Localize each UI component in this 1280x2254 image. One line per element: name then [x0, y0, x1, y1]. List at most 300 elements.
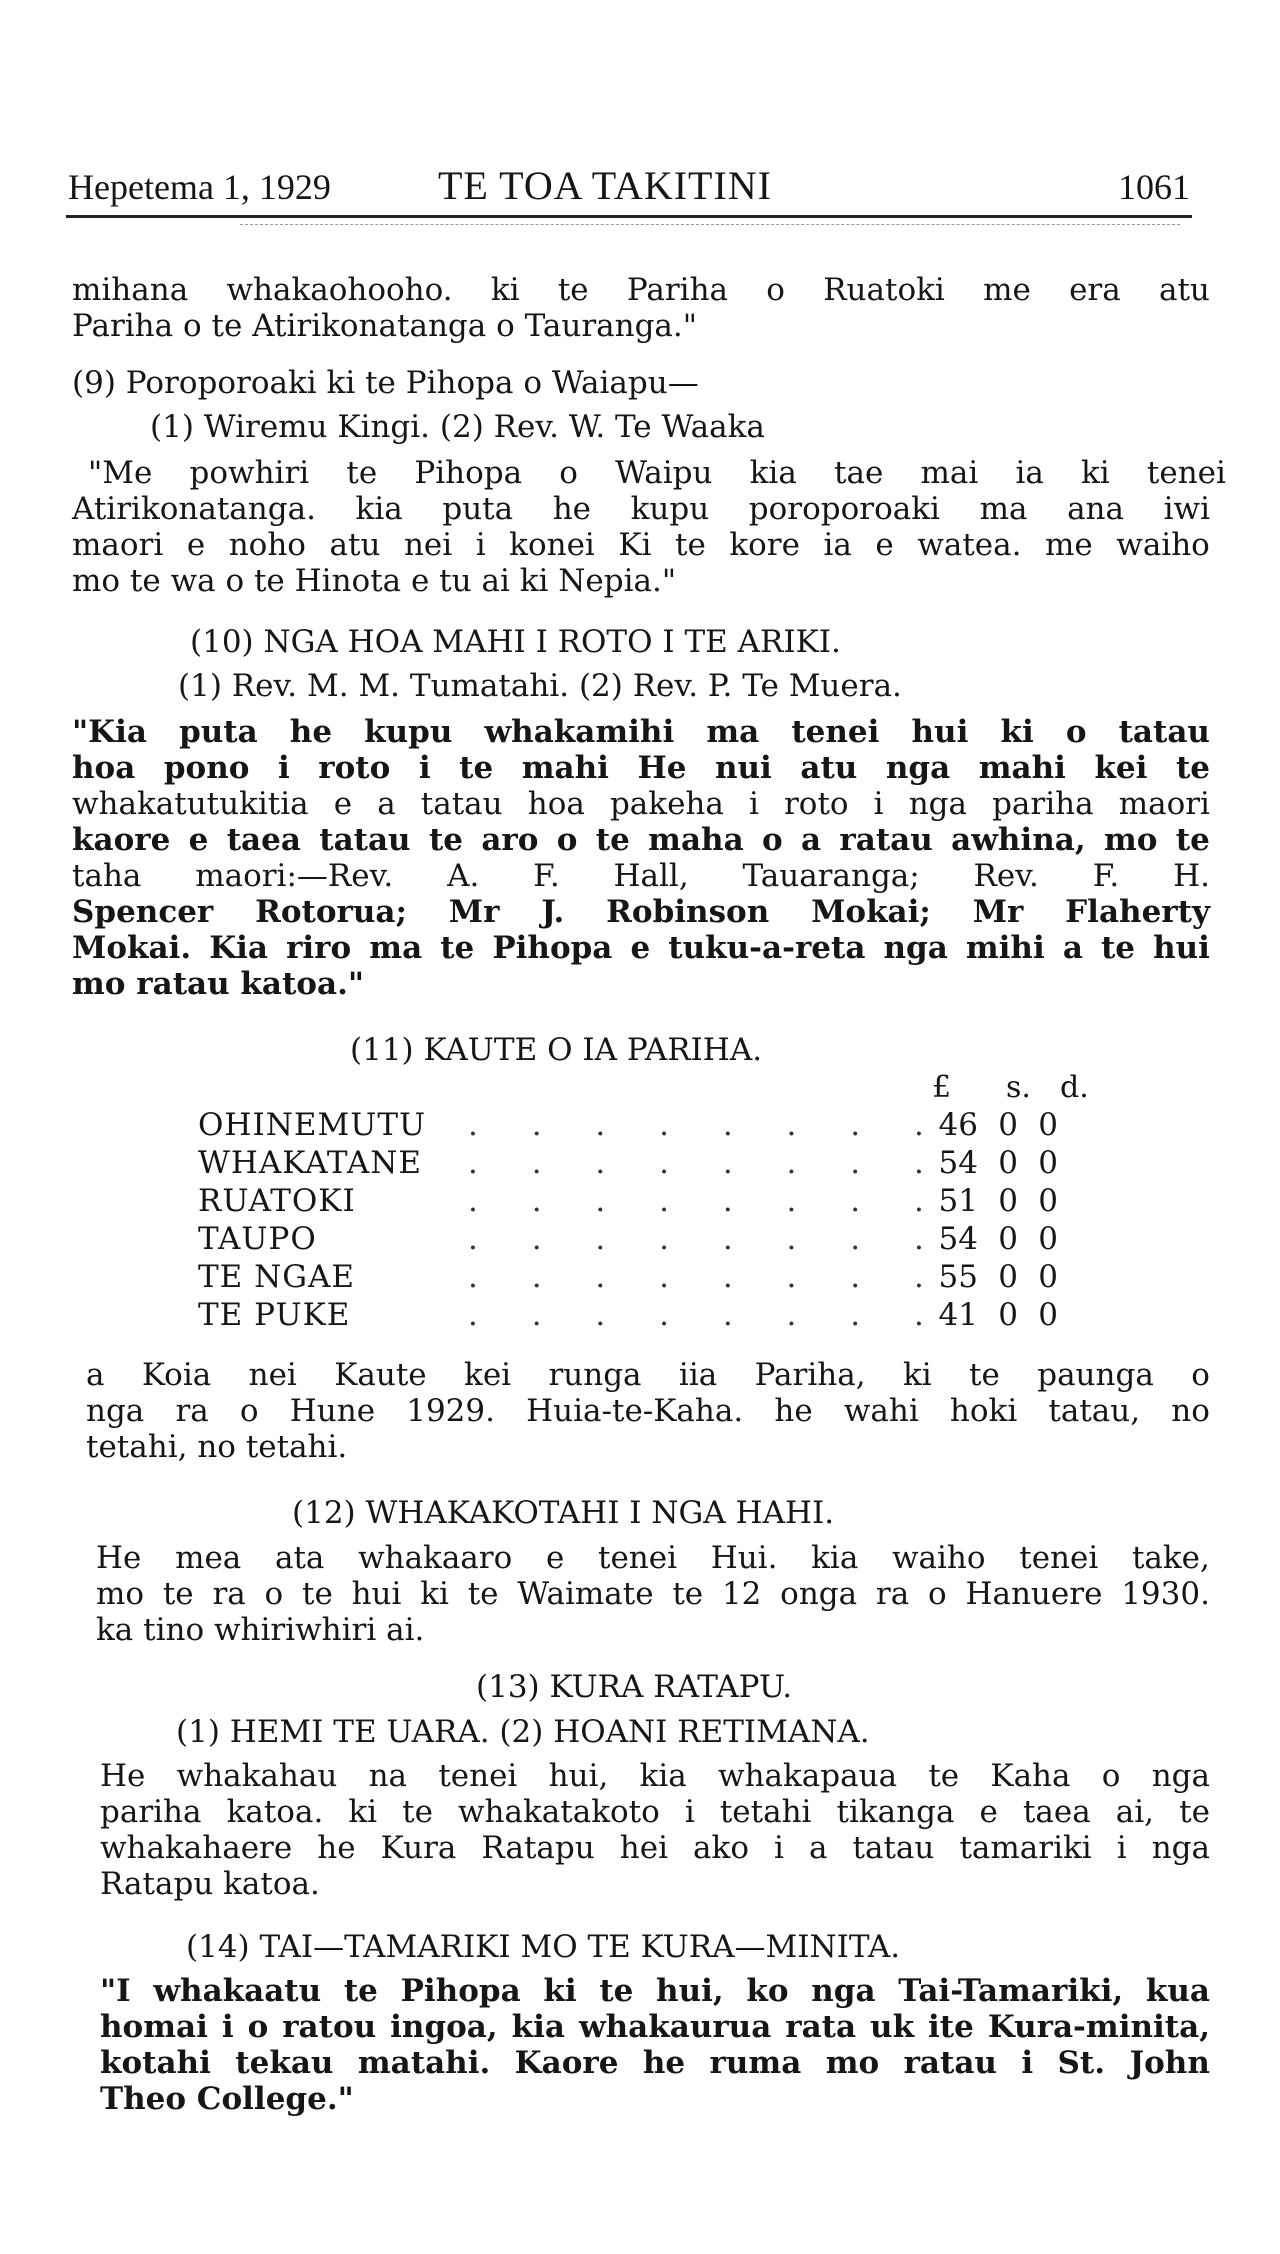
- word: tetahi, no tetahi.: [86, 1429, 348, 1465]
- word: he: [317, 1830, 356, 1866]
- word: Rev.: [973, 858, 1039, 894]
- word: o: [766, 272, 785, 308]
- word: te: [595, 822, 630, 858]
- word: tekau: [235, 2045, 334, 2081]
- shilling-column-header: s.: [1006, 1070, 1031, 1105]
- word: ia: [823, 527, 852, 563]
- word: maori:—Rev.: [195, 858, 394, 894]
- word: me: [1045, 527, 1093, 563]
- word: a: [801, 822, 822, 858]
- account-row: [198, 1257, 1098, 1297]
- word: Mr: [972, 894, 1024, 930]
- word: ai,: [1115, 1794, 1155, 1830]
- word: ingoa,: [390, 2009, 498, 2045]
- word: wahi: [843, 1393, 919, 1429]
- word: Kura: [380, 1830, 457, 1866]
- word: mea: [175, 1540, 242, 1576]
- word: Tai-Tamariki,: [898, 1973, 1124, 2009]
- word: i: [1021, 2045, 1034, 2081]
- amount-shillings: 0: [998, 1297, 1018, 1333]
- amount-pounds: 55: [938, 1259, 978, 1295]
- word: atu: [1158, 272, 1210, 308]
- section-10-members: (1) Rev. M. M. Tumatahi. (2) Rev. P. Te Muera.: [178, 668, 902, 704]
- word: A.: [447, 858, 480, 894]
- word: ko: [746, 1973, 789, 2009]
- word: Waipu: [615, 455, 713, 491]
- word: a: [809, 1830, 828, 1866]
- amount-pence: 0: [1038, 1221, 1058, 1257]
- word: ako: [693, 1830, 749, 1866]
- word: Pihopa: [492, 930, 613, 966]
- word: mahi: [521, 750, 609, 786]
- word: kupu: [630, 491, 710, 527]
- word: kia: [811, 1540, 859, 1576]
- word: Huia-te-Kaha.: [526, 1393, 744, 1429]
- word: Ki: [618, 527, 652, 563]
- word: e: [875, 527, 894, 563]
- word: noho: [228, 527, 306, 563]
- word: hui: [911, 714, 969, 750]
- amount-shillings: 0: [998, 1259, 1018, 1295]
- word: i: [277, 750, 290, 786]
- section10-text-line: [72, 712, 1210, 752]
- word: F.: [1092, 858, 1120, 894]
- section9-text-line: [72, 489, 1210, 529]
- word: te: [672, 1576, 704, 1612]
- word: i: [748, 786, 759, 822]
- header-rule: [66, 215, 1192, 218]
- word: runga: [548, 1357, 642, 1393]
- word: o: [1101, 1758, 1121, 1794]
- section14-text-line: [100, 2079, 1210, 2119]
- word: ma: [369, 930, 423, 966]
- section10-text-line: [72, 748, 1210, 788]
- leader-dots: . . . . . . . .: [468, 1221, 946, 1257]
- word: onga: [780, 1576, 858, 1612]
- word: "Me: [88, 455, 153, 491]
- word: Pihopa: [414, 455, 523, 491]
- word: te: [343, 1973, 378, 2009]
- word: Flaherty: [1065, 894, 1210, 930]
- leader-dots: . . . . . . . .: [468, 1107, 946, 1143]
- section12-text-line: [96, 1610, 1210, 1650]
- word: mo: [1103, 822, 1158, 858]
- word: kia: [639, 1758, 687, 1794]
- word: o: [559, 455, 578, 491]
- word: Rotorua;: [255, 894, 407, 930]
- para_intro-text-line: [72, 306, 1210, 346]
- para_intro-text-line: [72, 270, 1210, 310]
- leader-dots: . . . . . . . .: [468, 1297, 946, 1333]
- word: o: [239, 1393, 259, 1429]
- word: he: [642, 2045, 686, 2081]
- word: tuku-a-reta: [668, 930, 866, 966]
- section12-text-line: [96, 1574, 1210, 1614]
- word: uk: [870, 2009, 915, 2045]
- word: i: [873, 786, 884, 822]
- word: nga: [811, 1973, 876, 2009]
- word: Pariha: [626, 272, 729, 308]
- word: whakaatu: [153, 1973, 322, 2009]
- journal-title: TE TOA TAKITINI: [438, 163, 772, 208]
- amount-pounds: 46: [938, 1107, 978, 1143]
- word: ki: [1000, 714, 1034, 750]
- word: o: [556, 822, 578, 858]
- word: kei: [1094, 750, 1148, 786]
- word: hei: [619, 1830, 668, 1866]
- word: tae: [834, 455, 884, 491]
- word: Hall,: [613, 858, 689, 894]
- word: Pariha o te Atirikonatanga o Tauranga.": [72, 308, 698, 344]
- section-14-heading: (14) TAI—TAMARIKI MO TE KURA—MINITA.: [186, 1929, 901, 1965]
- word: tikanga: [836, 1794, 955, 1830]
- word: H.: [1173, 858, 1210, 894]
- word: Hune: [289, 1393, 376, 1429]
- word: kia: [511, 2009, 565, 2045]
- word: mo ratau katoa.": [72, 966, 365, 1002]
- word: ratau: [903, 2045, 997, 2081]
- amount-pence: 0: [1038, 1107, 1058, 1143]
- word: He: [637, 750, 687, 786]
- word: iwi: [1163, 491, 1210, 527]
- word: Koia: [141, 1357, 212, 1393]
- word: Kura-minita,: [987, 2009, 1210, 2045]
- word: taea: [1022, 1794, 1091, 1830]
- pound-column-header: £: [932, 1070, 952, 1105]
- word: te: [459, 750, 494, 786]
- section10-text-line: [72, 820, 1210, 860]
- word: John: [1129, 2045, 1210, 2081]
- word: e: [545, 1540, 565, 1576]
- word: o: [264, 1576, 284, 1612]
- word: Kaute: [334, 1357, 427, 1393]
- word: i: [1116, 1830, 1127, 1866]
- word: nga: [86, 1393, 145, 1429]
- section13-text-line: [100, 1792, 1210, 1832]
- word: mihi: [965, 930, 1045, 966]
- word: kupu: [364, 714, 453, 750]
- word: tenei: [791, 714, 880, 750]
- word: te: [346, 455, 378, 491]
- word: konei: [509, 527, 595, 563]
- parish-name: RUATOKI: [198, 1183, 356, 1219]
- word: hoki: [949, 1393, 1018, 1429]
- word: ra: [175, 1393, 209, 1429]
- word: tatau: [1118, 714, 1210, 750]
- leader-dots: . . . . . . . .: [468, 1145, 946, 1181]
- section11-text-line: [86, 1391, 1210, 1431]
- word: o: [1191, 1357, 1210, 1393]
- word: tenei: [1146, 455, 1226, 491]
- word: te: [467, 1576, 499, 1612]
- word: mo te wa o te Hinota e tu ai ki Nepia.": [72, 563, 677, 599]
- word: pariha: [992, 786, 1094, 822]
- word: katoa.: [226, 1794, 324, 1830]
- page-number: 1061: [1118, 167, 1190, 207]
- word: i: [221, 2009, 234, 2045]
- word: o: [247, 2009, 269, 2045]
- word: taea: [226, 822, 301, 858]
- word: kia: [749, 455, 797, 491]
- word: ratou: [282, 2009, 377, 2045]
- word: Atirikonatanga.: [72, 491, 316, 527]
- word: poroporoaki: [748, 491, 940, 527]
- section13-text-line: [100, 1828, 1210, 1868]
- word: take,: [1131, 1540, 1210, 1576]
- section-13-members: (1) HEMI TE UARA. (2) HOANI RETIMANA.: [176, 1714, 870, 1750]
- word: tatau: [420, 786, 503, 822]
- word: kaore: [72, 822, 171, 858]
- word: e: [188, 822, 209, 858]
- word: Kaha: [990, 1758, 1071, 1794]
- word: puta: [442, 491, 514, 527]
- word: pariha: [100, 1794, 202, 1830]
- word: ite: [928, 2009, 974, 2045]
- word: Theo College.": [100, 2081, 354, 2117]
- word: taha: [72, 858, 142, 894]
- amount-pence: 0: [1038, 1145, 1058, 1181]
- word: kore: [729, 527, 800, 563]
- word: tetahi: [719, 1794, 812, 1830]
- section13-text-line: [100, 1864, 1210, 1904]
- word: paunga: [1037, 1357, 1154, 1393]
- section10-text-line: [72, 856, 1210, 896]
- section-13-heading: (13) KURA RATAPU.: [476, 1669, 793, 1705]
- word: ratau: [839, 822, 933, 858]
- word: ia: [1015, 455, 1044, 491]
- word: e: [333, 786, 353, 822]
- account-row: [198, 1295, 1098, 1335]
- word: hui: [1153, 930, 1210, 966]
- word: roto: [783, 786, 849, 822]
- word: Tauaranga;: [742, 858, 920, 894]
- section9-text-line: [72, 525, 1210, 565]
- word: he: [289, 714, 333, 750]
- word: St.: [1057, 2045, 1106, 2081]
- word: matahi.: [357, 2045, 491, 2081]
- word: Pihopa: [400, 1973, 521, 2009]
- word: hui,: [548, 1758, 609, 1794]
- word: ma: [706, 714, 760, 750]
- word: "Kia: [72, 714, 147, 750]
- word: te: [557, 272, 589, 308]
- word: hoa: [527, 786, 585, 822]
- word: nga: [883, 930, 948, 966]
- section12-text-line: [96, 1538, 1210, 1578]
- word: maori: [72, 527, 164, 563]
- amount-shillings: 0: [998, 1183, 1018, 1219]
- section-10-heading: (10) NGA HOA MAHI I ROTO I TE ARIKI.: [190, 624, 841, 660]
- word: ki: [1081, 455, 1110, 491]
- section11-text-line: [86, 1355, 1210, 1395]
- word: nga: [885, 750, 951, 786]
- word: ki: [348, 1794, 378, 1830]
- word: ki: [543, 1973, 577, 2009]
- amount-pounds: 51: [938, 1183, 978, 1219]
- word: riro: [286, 930, 352, 966]
- word: pakeha: [609, 786, 724, 822]
- word: ki: [490, 272, 520, 308]
- amount-pounds: 54: [938, 1221, 978, 1257]
- leader-dots: . . . . . . . .: [468, 1183, 946, 1219]
- word: o: [1065, 714, 1087, 750]
- word: i: [418, 750, 431, 786]
- word: mihana: [72, 272, 189, 308]
- word: Mr: [448, 894, 500, 930]
- word: whakahau: [176, 1758, 338, 1794]
- word: e: [979, 1794, 998, 1830]
- section14-text-line: [100, 2007, 1210, 2047]
- word: homai: [100, 2009, 208, 2045]
- section14-text-line: [100, 2043, 1210, 2083]
- section-12-heading: (12) WHAKAKOTAHI I NGA HAHI.: [292, 1495, 835, 1531]
- word: te: [440, 930, 475, 966]
- word: waiho: [1116, 527, 1210, 563]
- word: puta: [179, 714, 258, 750]
- word: no: [1171, 1393, 1210, 1429]
- parish-name: OHINEMUTU: [198, 1107, 427, 1143]
- word: He: [100, 1758, 146, 1794]
- word: a: [377, 786, 396, 822]
- word: 1929.: [406, 1393, 495, 1429]
- section10-text-line: [72, 928, 1210, 968]
- amount-pence: 0: [1038, 1297, 1058, 1333]
- word: e: [630, 930, 651, 966]
- section10-text-line: [72, 784, 1210, 824]
- word: He: [96, 1540, 142, 1576]
- word: te: [162, 1576, 194, 1612]
- word: mo: [825, 2045, 880, 2081]
- word: Hanuere: [965, 1576, 1103, 1612]
- word: whakapaua: [718, 1758, 898, 1794]
- running-header: [68, 162, 1190, 214]
- word: te: [674, 527, 706, 563]
- word: ki: [420, 1576, 449, 1612]
- word: ki: [902, 1357, 932, 1393]
- word: na: [368, 1758, 408, 1794]
- word: te: [428, 822, 463, 858]
- amount-pence: 0: [1038, 1183, 1058, 1219]
- word: me: [983, 272, 1031, 308]
- word: Ratapu katoa.: [100, 1866, 320, 1902]
- word: tamariki: [959, 1830, 1092, 1866]
- word: tatau: [319, 822, 411, 858]
- word: kei: [464, 1357, 512, 1393]
- word: ka tino whiriwhiri ai.: [96, 1612, 425, 1648]
- word: maha: [648, 822, 744, 858]
- word: te: [1175, 822, 1210, 858]
- word: J.: [541, 894, 565, 930]
- section-11-heading: (11) KAUTE O IA PARIHA.: [350, 1032, 763, 1068]
- word: he: [774, 1393, 813, 1429]
- amount-shillings: 0: [998, 1145, 1018, 1181]
- word: hui: [351, 1576, 402, 1612]
- word: 12: [721, 1576, 762, 1612]
- word: whakahaere: [100, 1830, 293, 1866]
- word: mahi: [978, 750, 1066, 786]
- word: whakatakoto: [458, 1794, 660, 1830]
- amount-pence: 0: [1038, 1259, 1058, 1295]
- word: mai: [920, 455, 979, 491]
- account-row: [198, 1219, 1098, 1259]
- word: ma: [979, 491, 1028, 527]
- word: pono: [163, 750, 250, 786]
- section-9-members: (1) Wiremu Kingi. (2) Rev. W. Te Waaka: [150, 409, 765, 445]
- word: Pariha,: [754, 1357, 866, 1393]
- word: roto: [318, 750, 391, 786]
- word: a: [86, 1357, 105, 1393]
- word: Mokai;: [811, 894, 931, 930]
- word: tatau,: [1048, 1393, 1141, 1429]
- word: whakaaro: [358, 1540, 513, 1576]
- word: i: [475, 527, 486, 563]
- word: whakatutukitia: [72, 786, 309, 822]
- word: F.: [533, 858, 560, 894]
- word: ra: [875, 1576, 910, 1612]
- word: te: [1100, 930, 1136, 966]
- word: te: [402, 1794, 433, 1830]
- word: ata: [274, 1540, 325, 1576]
- parish-name: WHAKATANE: [198, 1145, 423, 1181]
- word: atu: [800, 750, 858, 786]
- word: Hui.: [710, 1540, 778, 1576]
- word: mo: [96, 1576, 145, 1612]
- account-row: [198, 1181, 1098, 1221]
- word: whakaurua: [578, 2009, 772, 2045]
- word: te: [928, 1758, 960, 1794]
- word: kia: [355, 491, 403, 527]
- word: o: [761, 822, 783, 858]
- word: te: [1179, 1794, 1210, 1830]
- word: kotahi: [100, 2045, 211, 2081]
- account-row: [198, 1105, 1098, 1145]
- word: maori: [1118, 786, 1210, 822]
- word: aro: [481, 822, 539, 858]
- word: ra: [212, 1576, 246, 1612]
- parish-name: TAUPO: [198, 1221, 317, 1257]
- word: whakamihi: [484, 714, 675, 750]
- word: tenei: [1019, 1540, 1099, 1576]
- header-rule-faint: [240, 224, 1180, 225]
- word: ruma: [709, 2045, 802, 2081]
- word: nga: [1151, 1830, 1210, 1866]
- word: powhiri: [189, 455, 310, 491]
- header-date: Hepetema 1, 1929: [68, 167, 331, 207]
- word: e: [186, 527, 206, 563]
- word: te: [301, 1576, 333, 1612]
- word: Kia: [209, 930, 269, 966]
- word: Waimate: [517, 1576, 654, 1612]
- parish-name: TE NGAE: [198, 1259, 356, 1295]
- word: Spencer: [72, 894, 214, 930]
- word: "I: [100, 1973, 131, 2009]
- word: he: [552, 491, 592, 527]
- word: 1930.: [1121, 1576, 1210, 1612]
- word: Robinson: [606, 894, 770, 930]
- section14-text-line: [100, 1971, 1210, 2011]
- word: awhina,: [951, 822, 1086, 858]
- word: i: [684, 1794, 695, 1830]
- word: te: [599, 1973, 634, 2009]
- word: te: [969, 1357, 1000, 1393]
- word: o: [928, 1576, 947, 1612]
- word: era: [1069, 272, 1121, 308]
- section9-text-line: [88, 453, 1226, 493]
- word: kua: [1145, 1973, 1210, 2009]
- word: Ruatoki: [823, 272, 945, 308]
- word: atu: [329, 527, 381, 563]
- account-row: [198, 1143, 1098, 1183]
